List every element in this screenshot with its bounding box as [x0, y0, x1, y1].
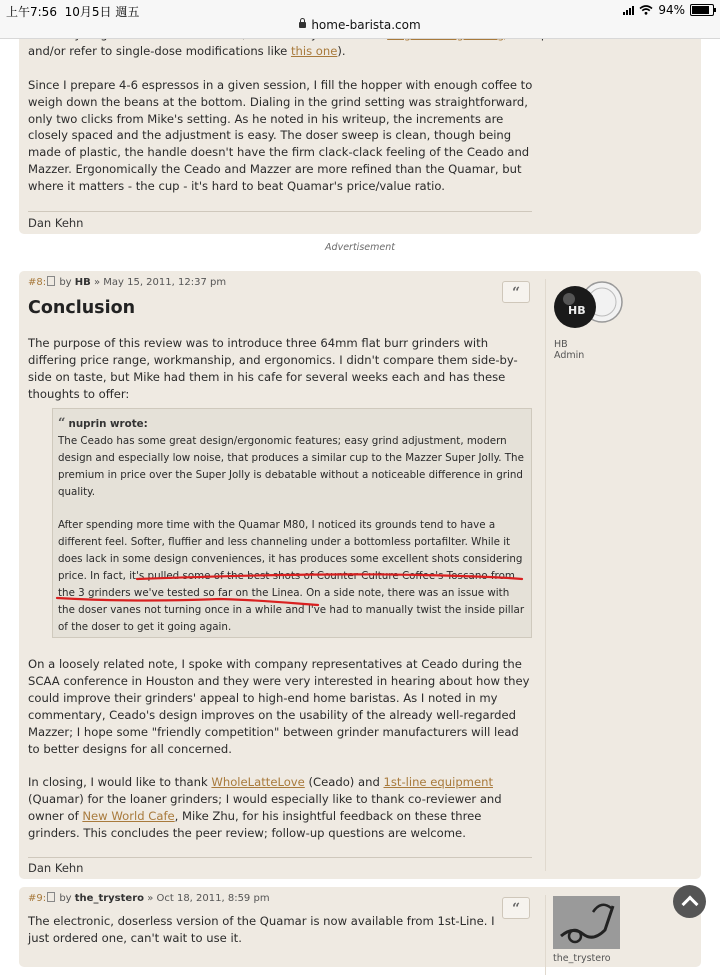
blockquote-content — [58, 416, 528, 636]
link-wholelattelove[interactable]: WholeLatteLove — [211, 775, 305, 790]
advertisement-label: Advertisement — [325, 242, 395, 253]
signal-icon — [623, 5, 634, 15]
svg-text:HB: HB — [568, 304, 586, 317]
user-role: Admin — [554, 350, 585, 361]
quote-paragraph-1: The Ceado has some great design/ergonomic features; easy grind adjustment, modern design and especially low noise, that produces a similar cup to the Mazzer Super Jolly. The premium in price over the Super Jolly is debatable without a noticeable difference in grind quality. — [58, 434, 524, 498]
forum-post-9 — [19, 887, 701, 967]
blockquote — [52, 408, 532, 638]
user-avatar[interactable] — [553, 896, 620, 949]
post-body-continued — [28, 656, 534, 842]
battery-percent: 94% — [658, 3, 685, 17]
status-date: 10月5日 週五 — [64, 5, 140, 19]
post-text: The electronic, doserless version of the Quamar is now available from 1st-Line. I just ordered one, can't wait to use it. — [28, 914, 495, 945]
post-signature: Dan Kehn — [28, 216, 84, 230]
signature-divider — [28, 211, 532, 212]
post-paragraph-2: On a loosely related note, I spoke with company representatives at Ceado during the SCAA conference in Houston and they were very interested in hearing about how they could improve their grinders' appeal to high-end home baristas. As I noted in my commentary, Ceado's design improves on the usability of the already well-regarded Mazzer; I hope some "friendly competition" between grinder manufacturers will lead to better designs for all concerned. — [28, 657, 530, 756]
post-meta: #8: by HB » May 15, 2011, 12:37 pm — [28, 277, 227, 288]
battery-icon — [690, 4, 714, 16]
post-author[interactable]: HB — [74, 277, 91, 288]
post-body — [28, 26, 538, 195]
post-date: » Oct 18, 2011, 8:59 pm — [147, 893, 270, 904]
quote-cite: “ nuprin wrote: — [58, 416, 148, 431]
quote-mark-icon: “ — [58, 416, 66, 431]
post-paragraph: Since I prepare 4-6 espressos in a given session, I fill the hopper with enough coffee to weigh down the beans at the bottom. Dialing in the grind setting was straightforward, only two clicks from Mike's setting. As he noted in his writeup, the increments are closely spaced and the adjustment is easy. The doser sweep is clean, though being made of plastic, the handle doesn't have the firm clack-clack feeling of the Ceado and Mazzer. Ergonomically the Ceado and Mazzer are more refined than the Quamar, but where it matters - the cup - it's hard to beat Quamar's price/value ratio. — [28, 77, 533, 194]
address-bar[interactable] — [0, 18, 720, 32]
post-intro: The purpose of this review was to introduce three 64mm flat burr grinders with differing price range, workmanship, and ergonomics. I didn't compare them side-by-side on taste, but Mike had them in his cafe for several weeks each and has these thoughts to offer: — [28, 336, 518, 401]
post-sidebar-divider — [545, 895, 546, 975]
post-number-link[interactable]: #9: — [28, 893, 56, 904]
forum-post-7 — [19, 20, 701, 234]
post-meta: #9: by the_trystero » Oct 18, 2011, 8:59 pm — [28, 893, 270, 904]
status-time: 上午7:56 10月5日 週五 — [6, 5, 140, 19]
lock-icon — [299, 22, 306, 28]
status-indicators — [623, 3, 714, 17]
post-number-link[interactable]: #8: — [28, 277, 56, 288]
document-icon — [47, 276, 55, 286]
signature-divider — [28, 857, 532, 858]
username[interactable]: the_trystero — [553, 953, 611, 964]
quote-paragraph-2: After spending more time with the Quamar M80, I noticed its grounds tend to have a different feel. Softer, fluffier and less channeling under a bottomless portafilter. While it does lack in some design conveniences, it has produces some excellent shots considering price. In fact, it's pulled some of the best shots of Counter Culture Coffee's Toscano from the 3 grinders we've tested so far on the Linea. On a side note, there was an issue with the doser vanes not turning once in a while and I've had to manually twist the inside pillar of the doser to get it going again. — [58, 519, 525, 633]
post-sidebar-divider — [545, 279, 546, 871]
scroll-to-top-button[interactable] — [673, 885, 706, 918]
forum-post-8 — [19, 271, 701, 879]
post-body — [28, 913, 508, 947]
url-text: home-barista.com — [311, 18, 421, 32]
link-this-one[interactable]: this one — [290, 43, 338, 58]
post-title: Conclusion — [28, 298, 136, 318]
post-text-line: and/or refer to single-dose modifications like this one). — [28, 43, 346, 58]
post-date: » May 15, 2011, 12:37 pm — [93, 277, 227, 288]
link-new-world-cafe[interactable]: New World Cafe — [82, 809, 175, 824]
post-body — [28, 335, 532, 403]
browser-status-bar — [0, 0, 720, 39]
post-author[interactable]: the_trystero — [74, 893, 144, 904]
wifi-icon — [639, 5, 653, 15]
quote-button[interactable]: “ — [502, 281, 530, 303]
document-icon — [47, 892, 55, 902]
quote-button[interactable]: “ — [502, 897, 530, 919]
user-info — [554, 339, 584, 361]
post-signature: Dan Kehn — [28, 861, 84, 875]
post-paragraph-3: In closing, I would like to thank WholeLatteLove (Ceado) and 1st-line equipment (Quamar) for the loaner grinders; I would especially like to thank co-reviewer and owner of New World Cafe, Mike Zhu, for his insightful feedback on these three grinders. This concludes the peer review; follow-up questions are welcome. — [28, 775, 502, 841]
username[interactable]: HB — [554, 339, 568, 350]
link-1st-line-equipment[interactable]: 1st-line equipment — [383, 775, 493, 790]
user-avatar[interactable] — [552, 279, 626, 335]
